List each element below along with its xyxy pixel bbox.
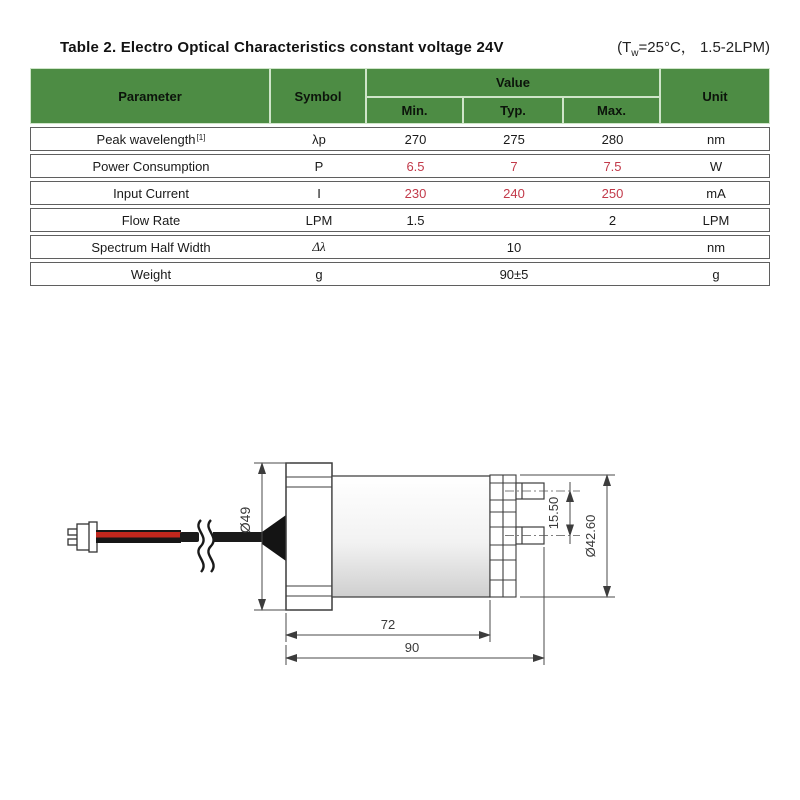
cell-parameter: Weight (130, 266, 172, 282)
rear-diameter-label: Ø42.60 (583, 514, 598, 558)
header-min: Min. (367, 98, 462, 123)
header-typ: Typ. (464, 98, 562, 123)
cell-symbol: g (315, 266, 323, 282)
cell-unit: nm (706, 131, 726, 147)
wire-connector (68, 522, 97, 552)
cell-parameter: Peak wavelength [1] (96, 131, 206, 147)
motor-body (332, 476, 490, 597)
body-length-label: 72 (380, 617, 396, 632)
cell-unit: mA (706, 185, 726, 201)
cell-max: 7.5 (603, 158, 622, 174)
cell-typ: 275 (503, 131, 525, 147)
header-parameter: Parameter (31, 69, 269, 123)
header-symbol: Symbol (271, 69, 365, 123)
cell-min: 1.5 (406, 212, 425, 228)
cell-unit: g (712, 266, 720, 282)
front-cap (286, 463, 332, 610)
front-diameter-label: Ø49 (237, 506, 253, 534)
cell-symbol: I (317, 185, 321, 201)
cell-parameter: Power Consumption (92, 158, 210, 174)
cell-parameter: Spectrum Half Width (91, 239, 211, 255)
cell-symbol: Δλ (312, 239, 326, 254)
header-max: Max. (564, 98, 659, 123)
total-length-label: 90 (404, 640, 420, 655)
cell-max: 280 (601, 131, 624, 147)
cell-min: 6.5 (406, 158, 425, 174)
cell-typ: 240 (503, 185, 525, 201)
cell-max: 250 (601, 185, 624, 201)
cell-unit: W (709, 158, 723, 174)
header-unit: Unit (661, 69, 769, 123)
cell-parameter: Flow Rate (121, 212, 181, 228)
cell-symbol: P (314, 158, 324, 174)
cell-typ: 90±5 (499, 266, 529, 282)
cell-max: 2 (608, 212, 617, 228)
header-value: Value (367, 69, 659, 96)
cell-symbol: LPM (305, 212, 333, 228)
page-title: Table 2. Electro Optical Characteristics constant voltage 24V (60, 39, 504, 56)
cell-min: 230 (404, 185, 427, 201)
power-wires (96, 515, 286, 572)
cell-symbol: λp (312, 131, 326, 147)
subscript-w: w (631, 48, 639, 59)
cell-typ: 10 (506, 239, 522, 255)
rear-end-cap (490, 475, 516, 597)
cell-unit: nm (706, 239, 726, 255)
port-spacing-label: 15.50 (546, 496, 561, 530)
cell-parameter: Input Current (113, 185, 189, 201)
cell-typ: 7 (510, 158, 518, 174)
cell-unit: LPM (702, 212, 730, 228)
test-condition: ($T_w=25^\circ C$， 1.5-2LPM) (617, 39, 770, 59)
footnote-marker: [1] (196, 132, 206, 142)
cell-min: 270 (404, 131, 427, 147)
